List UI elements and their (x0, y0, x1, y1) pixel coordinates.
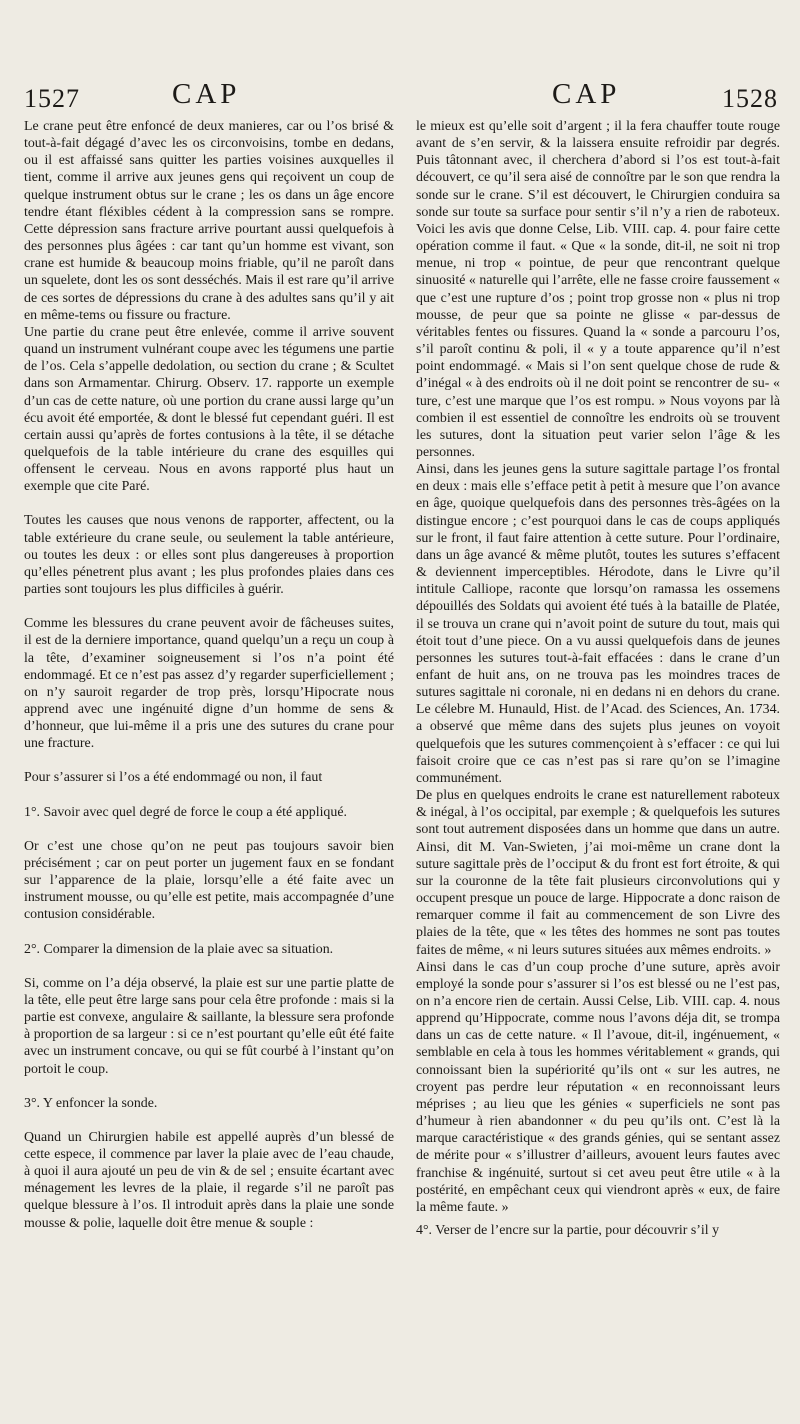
page-number-left: 1527 (24, 84, 80, 113)
running-head-right: CAP (552, 78, 621, 110)
paragraph: le mieux est qu’elle soit d’argent ; il la fera chauffer toute rouge avant de s’en servir, & la laissera ensuite refroidir par degrés. Puis tâtonnant avec, il cherchera d’abord si l’os est tout-à-fait découvert, ce qu’il sera aisé de connoître par le son que rendra la sonde sur le crane. S’il est découvert, le Chirurgien conduira sa sonde sur toute sa surface pour sentir s’il n’y a rien de raboteux. Voici les avis que donne Celse, Lib. VIII. cap. 4. pour faire cette opération comme il faut. « Que « la sonde, dit-il, ne soit ni trop menue, ni trop « pointue, de peur que rencontrant quelque sinuosité « naturelle qui l’arrête, elle ne fasse croire faussement « que c’est une rupture d’os ; point trop grosse non « plus ni trop mousse, de peur que sa pointe ne glisse « par-dessus de véritables fentes ou fissures. Quand la « sonde a parcouru l’os, s’il paroît continu & poli, il « y a toute apparence qu’il n’est point endommagé. « Mais si l’on sent quelque chose de rude & d’inégal « à des endroits où il ne doit point se rencontrer de su- « ture, c’est une marque que l’os est rompu. » Nous voyons par là combien il est essentiel de connoître les endroits où se trouvent les sutures, dont la situation peut varier selon l’âge & les personnes. (416, 119, 780, 460)
paragraph: Ainsi, dans les jeunes gens la suture sagittale partage l’os frontal en deux : mais elle s’efface petit à petit à mesure que l’on avance en âge, quoique quelquefois dans des personnes très-âgées on la distingue encore ; c’est pourquoi dans le cas de coups appliqués sur le front, il faut faire attention à cette suture. Pour l’ordinaire, dans un âge avancé & même plutôt, toutes les sutures s’effacent & deviennent imperceptibles. Hérodote, dans le Livre qu’il intitule Calliope, raconte que lorsqu’on ramassa les ossemens dépouillés des Soldats qui avoient été tués à la bataille de Platée, il se trouva un crane qui n’avoit point de suture du tout, mais qui étoit tout d’une piece. On a vu aussi quelquefois dans de jeunes personnes les sutures tout-à-fait effacées : dans le crane d’un enfant de huit ans, on ne trouva pas les moindres traces de sutures sagittale ni coronale, ni en dedans ni en dehors du crane. Le célebre M. Hunauld, Hist. de l’Acad. des Sciences, An. 1734. a observé que même dans des sujets plus jeunes on voyoit quelquefois que les sutures commençoient à s’effacer : ce qui lui faisoit croire que ce cas n’est pas si rare qu’on se l’imagine communément. (416, 462, 780, 786)
page-header (0, 78, 800, 118)
numbered-item: 4°. Verser de l’encre sur la partie, pour découvrir s’il y (416, 1223, 720, 1238)
paragraph: Si, comme on l’a déja observé, la plaie est sur une partie platte de la tête, elle peut être large sans pour cela être profonde : mais si la partie est convexe, angulaire & saillante, la blessure sera profonde à proportion de sa largeur : si ce n’est pourtant qu’elle eût été faite avec un instrument concave, ou qui se fût courbé à l’instant qu’on portoit le coup. (24, 975, 394, 1077)
left-column (24, 118, 394, 1418)
numbered-item: 3°. Y enfoncer la sonde. (24, 1095, 158, 1111)
right-column (416, 118, 780, 1418)
running-head-left: CAP (172, 78, 241, 110)
paragraph: Ainsi dans le cas d’un coup proche d’une suture, après avoir employé la sonde pour s’assurer si l’os est blessé ou ne l’est pas, on n’a encore rien de certain. Aussi Celse, Lib. VIII. cap. 4. nous apprend qu’Hippocrate, comme nous l’avons déja dit, se trompa dans un cas de cette nature. « Il l’avoue, dit-il, ingénuement, « semblable en cela à tous les hommes véritablement « grands, qui connoissant bien la supériorité qu’ils ont « sur les autres, ne croyent pas perdre leur réputation « en reconnoissant leurs méprises ; au lieu que les génies « superficiels ne sont pas d’humeur à rien abandonner « du peu qu’ils ont. C’est là la marque caractéristique « des grands génies, qui se sentant assez de mérite pour « s’illustrer d’ailleurs, avouent leurs fautes avec franchise & ingénuité, surtout si cet aveu peut être utile « à la postérité, en empêchant ceux qui viendront après « eux, de faire la même faute. » (416, 959, 780, 1215)
paragraph: Or c’est une chose qu’on ne peut pas toujours savoir bien précisément ; car on peut porter un jugement faux en se fondant sur l’apparence de la plaie, lorsqu’elle a été faite avec un instrument mousse, ou qu’elle est petite, mais accompagnée d’une contusion considérable. (24, 838, 394, 923)
page-number-right: 1528 (722, 84, 778, 113)
paragraph: Une partie du crane peut être enlevée, comme il arrive souvent quand un instrument vulnérant coupe avec les tégumens une partie de l’os. Cela s’appelle dedolation, ou section du crane ; & Scultet dans son Armamentar. Chirurg. Observ. 17. rapporte un exemple d’un cas de cette nature, où une portion du crane aussi large qu’un écu avoit été emportée, & dont le blessé fut cependant guéri. Il est certain aussi qu’après de fortes contusions à la tête, il se détache quelquefois de la table intérieure du crane des esquilles qui offensent le cerveau. Nous en avons rapporté plus haut un exemple que cite Paré. (24, 324, 394, 495)
numbered-item: 1°. Savoir avec quel degré de force le coup a été appliqué. (24, 804, 347, 820)
paragraph: Comme les blessures du crane peuvent avoir de fâcheuses suites, il est de la derniere importance, quand quelqu’un a reçu un coup à la tête, d’examiner soigneusement si l’os n’a point été endommagé. Et ce n’est pas assez d’y regarder superficiellement ; on n’y sauroit regarder de trop près, lorsqu’Hipocrate nous apprend avec une ingénuité digne d’un homme de sens & d’honneur, que lui-même il a pris une des sutures du crane pour une fracture. (24, 616, 394, 752)
paragraph: Pour s’assurer si l’os a été endommagé ou non, il faut (24, 770, 323, 786)
paragraph: Quand un Chirurgien habile est appellé auprès d’un blessé de cette espece, il commence par laver la plaie avec de l’eau chaude, à quoi il aura ajouté un peu de vin & de sel ; ensuite écartant avec ménagement les levres de la plaie, il regarde s’il ne paroît pas quelque blessure à l’os. Il introduit après dans la plaie une sonde mousse & polie, laquelle doit être menue & souple : (24, 1129, 394, 1231)
paragraph: Toutes les causes que nous venons de rapporter, affectent, ou la table extérieure du crane seule, ou seulement la table antérieure, ou toutes les deux : or elles sont plus dangereuses à proportion qu’elles pénetrent plus avant ; les plus profondes plaies dans ces parties sont toujours les plus difficiles à guérir. (24, 513, 394, 598)
numbered-item: 2°. Comparer la dimension de la plaie avec sa situation. (24, 941, 334, 957)
paragraph: Le crane peut être enfoncé de deux manieres, car ou l’os brisé & tout-à-fait dégagé d’avec les os circonvoisins, tombe en dedans, ou il est affaissé sans quitter les parties voisines auxquelles il tient, comme il arrive aux jeunes gens qui reçoivent un coup de quelque instrument obtus sur le crane ; les os dans un âge encore tendre étant fléxibles cédent à la compression sans se rompre. Cette dépression sans fracture arrive pourtant aussi quelquefois à des personnes plus âgées : car tant qu’un homme est vivant, son crane est humide & beaucoup moins friable, qu’il ne paroît dans un squelete, dont les os sont desséchés. Mais il est rare qu’il arrive de ces sortes de dépressions du crane à des adultes sans qu’il y ait en même-tems ou fissure ou fracture. (24, 119, 394, 323)
paragraph: De plus en quelques endroits le crane est naturellement raboteux & inégal, à l’os occipital, par exemple ; & quelquefois les sutures sont tout autrement disposées dans un homme que dans un autre. Ainsi, dit M. Van-Swieten, j’ai moi-même un crane dont la suture sagittale près de l’occiput & du front est fort étroite, & qui sur la couronne de la tête fait plusieurs circonvolutions qui y occupent presque un pouce de large. Hippocrate a donc raison de remarquer comme il fait au commencement de son Livre des plaies de la tête, que « les têtes des hommes ne sont pas toutes faites de même, « ni leurs sutures situées aux mêmes endroits. » (416, 788, 780, 958)
